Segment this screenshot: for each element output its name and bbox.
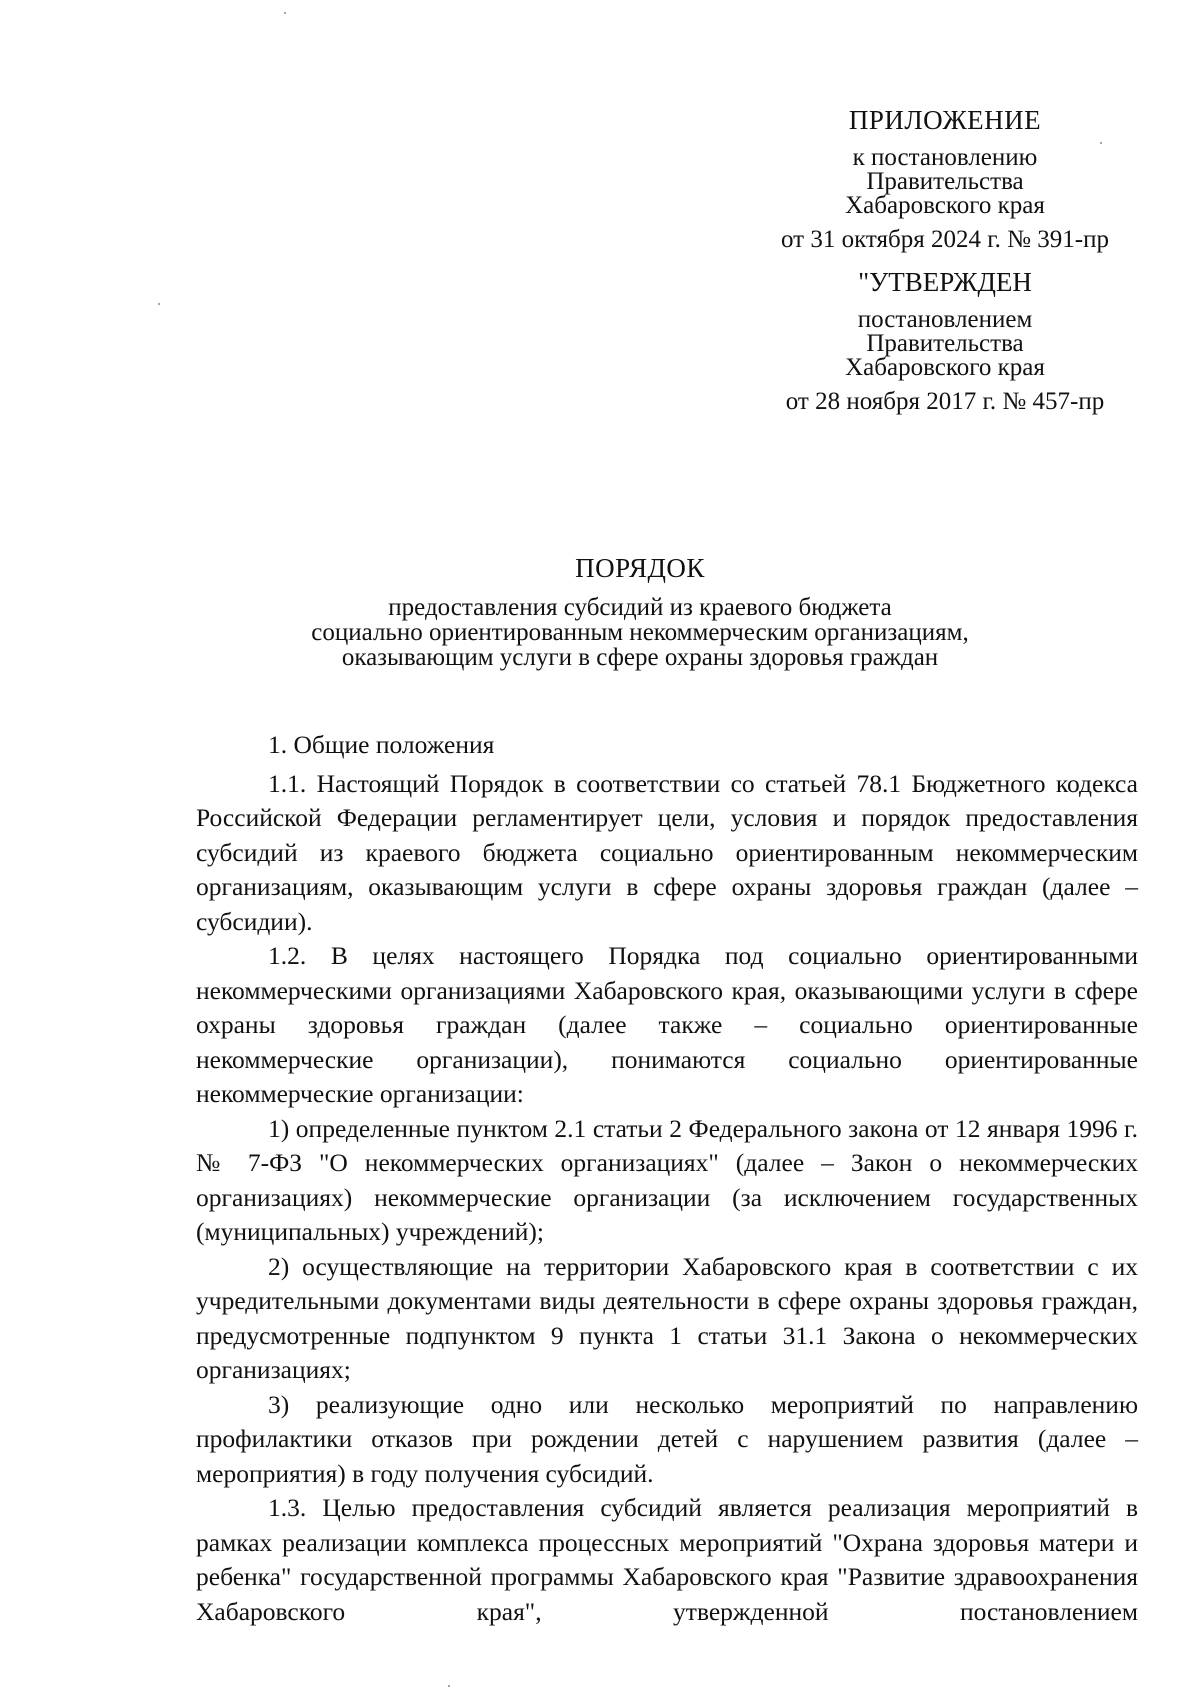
paragraph-1-3: 1.3. Целью предоставления субсидий является реализация мероприятий в рамках реализации комплекса процессных мероприятий "Охрана здоровья матери и ребенка" государственной программы Хабаровского края "Развитие здравоохранения Хабаровского края", утвержденной постановлением	[196, 1493, 1138, 1626]
approved-date: от 28 ноября 2017 г. № 457-пр	[785, 388, 1105, 415]
list-item-3: 3) реализующие одно или несколько мероприятий по направлению профилактики отказов при рождении детей с нарушением развития (далее – мероприятия) в году получения субсидий.	[196, 1389, 1138, 1488]
document-title: ПОРЯДОК	[575, 553, 705, 583]
appendix-block	[720, 105, 1170, 415]
appendix-line-3: Хабаровского края	[845, 192, 1045, 219]
scan-speck	[1100, 142, 1102, 144]
paragraph-1-2: 1.2. В целях настоящего Порядка под социально ориентированными некоммерческими организациями Хабаровского края, оказывающими услуги в сфере охраны здоровья граждан (далее также – социально ориентированные некоммерческие организации), понимаются социально ориентированные некоммерческие организации:	[196, 941, 1138, 1108]
appendix-line-2: Правительства	[866, 168, 1024, 195]
scan-speck	[158, 303, 160, 305]
scan-speck	[284, 12, 286, 14]
list-item-2: 2) осуществляющие на территории Хабаровского края в соответствии с их учредительными документами виды деятельности в сфере охраны здоровья граждан, предусмотренные подпунктом 9 пункта 1 статьи 31.1 Закона о некоммерческих организациях;	[196, 1251, 1138, 1384]
appendix-line-1: к постановлению	[852, 144, 1038, 171]
section-heading: 1. Общие положения	[268, 730, 495, 759]
approved-line-1: постановлением	[857, 306, 1033, 333]
document-subtitle-line: предоставления субсидий из краевого бюджета	[388, 594, 892, 621]
approved-line-3: Хабаровского края	[845, 354, 1045, 381]
approved-line-2: Правительства	[866, 330, 1024, 357]
document-subtitle-line: оказывающим услуги в сфере охраны здоровья граждан	[341, 644, 939, 671]
scan-speck	[448, 1685, 450, 1687]
document-title-block	[160, 553, 1120, 671]
paragraph-1-1: 1.1. Настоящий Порядок в соответствии со статьей 78.1 Бюджетного кодекса Российской Федерации регламентирует цели, условия и порядок предоставления субсидий из краевого бюджета социально ориентированным некоммерческим организациям, оказывающим услуги в сфере охраны здоровья граждан (далее – субсидии).	[196, 768, 1138, 936]
appendix-date: от 31 октября 2024 г. № 391-пр	[781, 226, 1109, 253]
approved-title: "УТВЕРЖДЕН	[858, 267, 1032, 297]
appendix-title: ПРИЛОЖЕНИЕ	[848, 105, 1042, 135]
list-item-1: 1) определенные пунктом 2.1 статьи 2 Федерального закона от 12 января 1996 г. № 7-ФЗ "О некоммерческих организациях" (далее – Закон о некоммерческих организациях) некоммерческие организации (за исключением государственных (муниципальных) учреждений);	[196, 1113, 1138, 1246]
document-subtitle-line: социально ориентированным некоммерческим организациям,	[311, 619, 969, 646]
document-body	[196, 728, 1138, 1629]
